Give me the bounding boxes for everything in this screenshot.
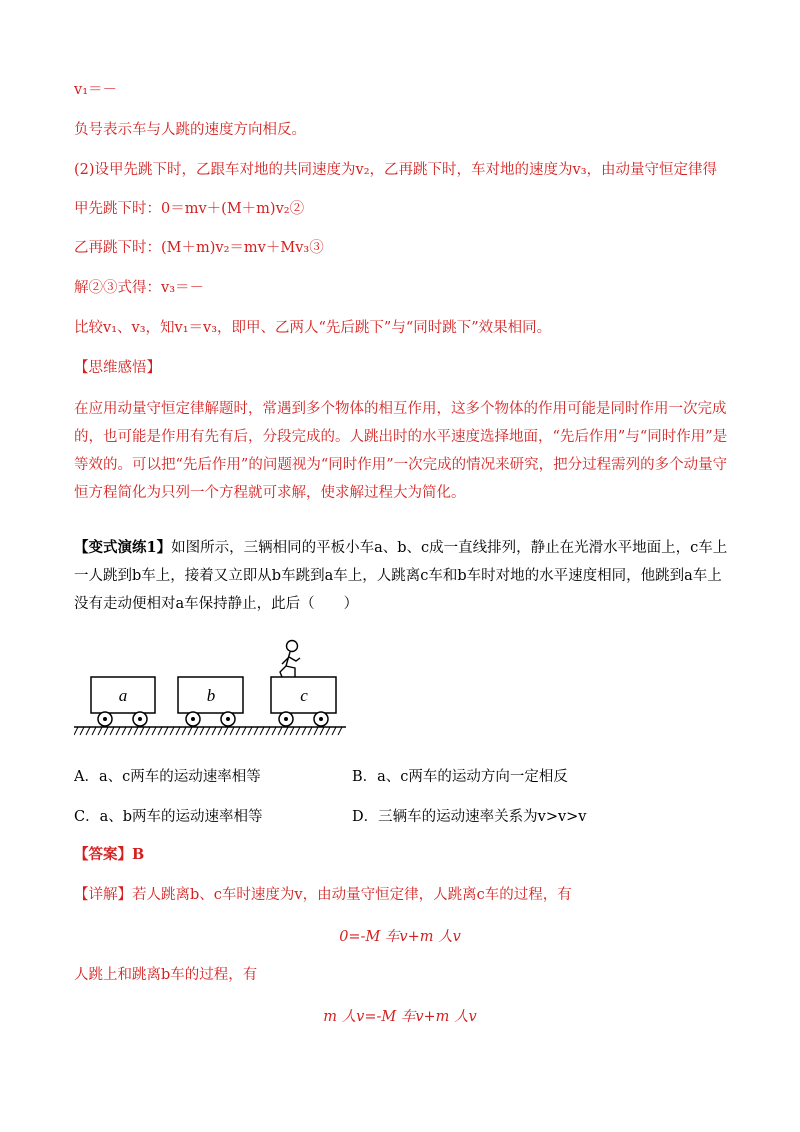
comparison: 比较v₁、v₃，知v₁＝v₃，即甲、乙两人“先后跳下”与“同时跳下”效果相同。: [74, 320, 552, 336]
cart-b: [178, 677, 243, 726]
option-b[interactable]: B．a、c两车的运动方向一定相反: [352, 769, 568, 785]
option-a[interactable]: A．a、c两车的运动速率相等: [74, 769, 261, 785]
answer: 【答案】B: [74, 846, 145, 863]
exercise-label: 【变式演练1】: [74, 539, 172, 556]
part2-setup: (2)设甲先跳下时，乙跟车对地的共同速度为v₂，乙再跳下时，车对地的速度为v₃，由动量守恒定律得: [74, 162, 718, 178]
exercise-question: [74, 534, 730, 618]
detail-line2: 人跳上和跳离b车的过程，有: [74, 967, 258, 983]
equation-3: 乙再跳下时：(M＋m)v₂＝mv＋Mv₃③: [74, 240, 324, 256]
sign-explanation: 负号表示车与人跳的速度方向相反。: [74, 122, 306, 138]
person-figure: [280, 641, 300, 678]
exercise-text: 如图所示，三辆相同的平板小车a、b、c成一直线排列，静止在光滑水平地面上，c车上一人跳到b车上，接着又立即从b车跳到a车上，人跳离c车和b车时对地的水平速度相同，他跳到a车上没有走动便相对a车保持静止，此后（ ）: [74, 540, 728, 612]
option-d[interactable]: D．三辆车的运动速率关系为v>v>v: [352, 809, 587, 825]
cart-b-label: b: [206, 686, 216, 705]
equation-detail-2: m 人v=-M 车v+m 人v: [323, 1009, 477, 1025]
option-c[interactable]: C．a、b两车的运动速率相等: [74, 809, 263, 825]
solve-v3: 解②③式得：v₃＝－: [74, 280, 205, 296]
reflection-text: 在应用动量守恒定律解题时，常遇到多个物体的相互作用，这多个物体的作用可能是同时作用一次完成的，也可能是作用有先有后，分段完成的。人跳出时的水平速度选择地面，“先后作用”与“同时作用”是等效的。可以把“先后作用”的问题视为“同时作用”一次完成的情况来研究，把分过程需列的多个动量守恒方程简化为只列一个方程就可求解，使求解过程大为简化。: [74, 401, 728, 501]
three-carts-figure: [74, 636, 354, 736]
equation-detail-1: 0=-M 车v+m 人v: [339, 929, 461, 945]
cart-a-label: a: [118, 686, 128, 705]
equation-2: 甲先跳下时：0＝mv＋(M＋m)v₂②: [74, 201, 305, 217]
cart-c-label: c: [300, 686, 308, 705]
detail-line1: 【详解】若人跳离b、c车时速度为v，由动量守恒定律，人跳离c车的过程，有: [74, 887, 572, 903]
reflection-heading: 【思维感悟】: [74, 360, 161, 376]
cart-a: [91, 677, 155, 726]
formula-v1: v₁＝－: [74, 82, 118, 98]
cart-c: [271, 677, 336, 726]
